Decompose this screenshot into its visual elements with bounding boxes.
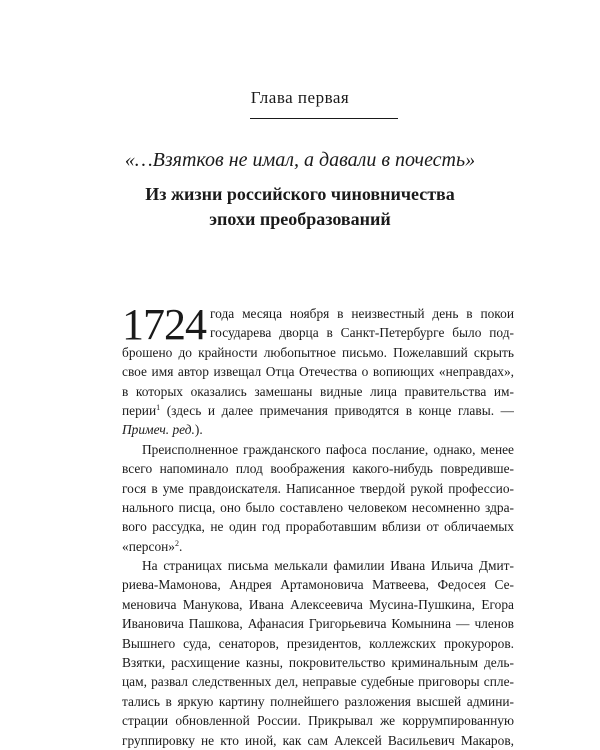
text-line: гося в уме правдоискателя. Написанное твердой рукой профессио- — [122, 480, 514, 496]
text-line: Преисполненное гражданского пафоса послание, однако, менее — [142, 441, 514, 457]
chapter-epigraph: «…Взятков не имал, а давали в почесть» — [124, 149, 476, 171]
text-line: На страницах письма мелькали фамилии Ивана Ильича Дмит- — [142, 558, 514, 574]
footnote-ref[interactable]: 2 — [175, 538, 180, 548]
footnote-ref[interactable]: 1 — [156, 402, 161, 412]
text-line: вого рассудка, не один год проработавшим вблизи от обличаемых — [122, 519, 514, 535]
text-line: тались в яркую картину полнейшего разложения высшей админи- — [122, 693, 514, 709]
text-line: меновича Манукова, Ивана Алексеевича Мусина-Пушкина, Егора — [122, 596, 514, 612]
text-line: цам, развал следственных дел, неправые судебные приговоры спле- — [122, 674, 514, 690]
text-line: Взятки, расхищение казны, покровительство криминальным дель- — [122, 655, 514, 671]
text-line: группировку не кто иной, как сам Алексей Васильевич Макаров, — [122, 732, 514, 748]
text-line: всего напоминало плод воображения какого-нибудь повредивше- — [122, 461, 514, 477]
chapter-subtitle — [0, 182, 600, 232]
drop-cap-year: 1724 — [122, 300, 206, 349]
text-line: Примеч. ред.). — [122, 422, 203, 438]
text-line: Ивановича Пашкова, Афанасия Григорьевича Комынина — членов — [122, 616, 514, 632]
paragraph-opening — [122, 300, 514, 349]
text-line: Вышнего суда, сенаторов, президентов, коллежских прокуроров. — [122, 635, 514, 651]
text-line: страции обновленной России. Прикрывал же коррумпированную — [122, 713, 514, 729]
text-line: нального писца, оно было составлено человеком несомненно здра- — [122, 499, 514, 515]
text-line: брошено до крайности любопытное письмо. Пожелавший скрыть — [122, 344, 514, 360]
text-line: года месяца ноября в неизвестный день в покои — [210, 306, 514, 321]
text-line: в которых оказались замешаны видные лица правительства им- — [122, 383, 514, 399]
subtitle-line: Из жизни российского чиновничества — [145, 184, 455, 204]
text-line: свое имя автор извещал Отца Отечества о вопиющих «неправдах», — [122, 364, 514, 380]
body-text — [122, 300, 514, 750]
text-line: риева-Мамонова, Андрея Артамоновича Матвеева, Федосея Се- — [122, 577, 514, 593]
chapter-label: Глава первая — [250, 88, 350, 107]
text-line: перии$^1$ (здесь и далее примечания приводятся в конце главы. — — [122, 402, 514, 418]
text-line: государева дворца в Санкт-Петербурге было под- — [210, 325, 514, 341]
subtitle-line: эпохи преобразований — [209, 209, 391, 229]
text-line: «персон»$^2$. — [122, 538, 183, 554]
editor-note: Примеч. ред. — [122, 422, 195, 438]
chapter-divider — [250, 118, 398, 119]
